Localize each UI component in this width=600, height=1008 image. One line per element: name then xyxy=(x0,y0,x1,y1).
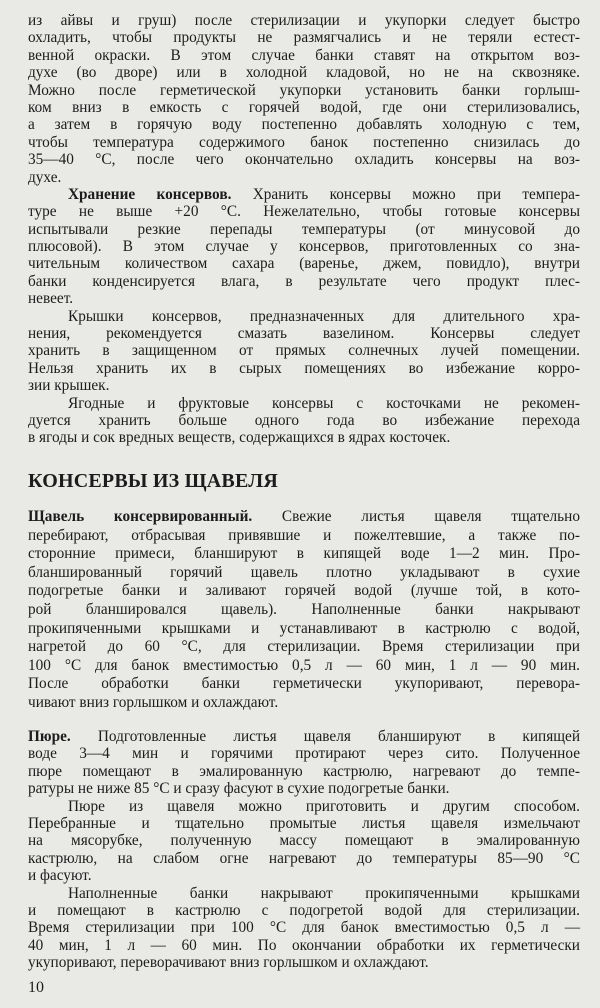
line-text: охладить, чтобы продукты не размягчались и не теряли естест- xyxy=(28,29,580,47)
line-text: нагретой до 60 °С, для стерилизации. Время стерилизации при xyxy=(28,638,580,656)
text-line xyxy=(28,116,580,133)
text-line xyxy=(28,255,580,272)
text-line xyxy=(28,99,580,116)
line-text: сторонние примеси, бланшируют в кипящей воде 1—2 мин. Про- xyxy=(28,545,580,563)
line-text: банки конденсируется влага, в результате чего продукт плес- xyxy=(28,272,580,290)
text-line xyxy=(28,273,580,290)
text-line xyxy=(28,290,580,307)
text-line xyxy=(28,919,580,936)
line-text: воде 3—4 мин и горячими протирают через сито. Полученное xyxy=(28,745,580,763)
line-text: и фасуют. xyxy=(28,867,92,885)
text-line xyxy=(28,64,580,81)
line-text: чивают вниз горлышком и охлаждают. xyxy=(28,693,279,711)
text-line xyxy=(28,508,580,527)
text-line xyxy=(28,169,580,186)
section-heading: КОНСЕРВЫ ИЗ ЩАВЕЛЯ xyxy=(28,470,278,492)
text-line xyxy=(28,29,580,46)
text-line xyxy=(28,763,580,780)
text-line xyxy=(28,850,580,867)
line-text: туре не выше +20 °С. Нежелательно, чтобы готовые консервы xyxy=(28,203,580,221)
text-line xyxy=(28,601,580,620)
text-line xyxy=(28,186,580,203)
text-line xyxy=(28,902,580,919)
line-text: Подготовленные листья щавеля бланшируют в кипящей xyxy=(97,728,581,745)
text-line xyxy=(28,308,580,325)
text-line xyxy=(28,832,580,849)
text-line xyxy=(28,937,580,954)
line-text: невеет. xyxy=(28,290,74,308)
line-text: нения, рекомендуется смазать вазелином. Консервы следует xyxy=(28,325,580,343)
text-line xyxy=(28,545,580,564)
line-text: чтобы температура содержимого банок постепенно снизилась до xyxy=(28,133,580,151)
line-text: 40 мин, 1 л — 60 мин. По окончании обработки их герметически xyxy=(28,936,580,954)
text-line xyxy=(28,885,580,902)
line-text: Крышки консервов, предназначенных для длительного хра- xyxy=(68,307,580,325)
text-line xyxy=(28,134,580,151)
text-line xyxy=(28,728,580,745)
line-text: Время стерилизации при 100 °С для банок вместимостью 0,5 л — xyxy=(28,919,580,937)
paragraph xyxy=(28,508,580,713)
page-number: 10 xyxy=(28,979,44,996)
line-text: на мясорубке, полученную массу помещают в эмалированную xyxy=(28,832,580,850)
paragraph xyxy=(28,798,580,885)
text-line xyxy=(28,527,580,546)
text-line xyxy=(28,221,580,238)
text-block-puree xyxy=(28,728,580,971)
paragraph xyxy=(28,12,580,186)
text-line xyxy=(28,151,580,168)
line-text: а затем в горячую воду постепенно добавлять холодную с тем, xyxy=(28,116,580,134)
text-line xyxy=(28,412,580,429)
text-line xyxy=(28,638,580,657)
text-line xyxy=(28,657,580,676)
line-text: ратуры не ниже 85 °С и сразу фасуют в сухие подогретые банки. xyxy=(28,780,450,798)
text-line xyxy=(28,564,580,583)
text-block-canned-sorrel xyxy=(28,508,580,713)
paragraph xyxy=(28,728,580,798)
line-text: Нельзя хранить их в сырых помещениях во избежание корро- xyxy=(28,359,580,377)
line-text: Можно после герметической укупорки установить банки горлыш- xyxy=(28,81,580,99)
text-line xyxy=(28,377,580,394)
line-text: плюсовой). В этом случае у консервов, приготовленных со зна- xyxy=(28,238,580,256)
line-text: прокипяченными крышками и устанавливают в кастрюлю с водой, xyxy=(28,619,580,637)
text-line xyxy=(28,203,580,220)
line-text: 35—40 °С, после чего окончательно охладить консервы на воз- xyxy=(28,151,580,169)
line-text: Перебранные и тщательно промытые листья щавеля измельчают xyxy=(28,814,580,832)
paragraph xyxy=(28,186,580,308)
line-text: духе. xyxy=(28,168,62,186)
text-line xyxy=(28,429,580,446)
line-text: укупоривают, переворачивают вниз горлышком и охлаждают. xyxy=(28,954,429,972)
line-text: перебирают, отбрасывая привявшие и пожелтевшие, а также по- xyxy=(28,526,580,544)
line-text: в ягоды и сок вредных веществ, содержащихся в ядрах косточек. xyxy=(28,429,451,447)
line-text: чительным количеством сахара (варенье, джем, повидло), внутри xyxy=(28,255,580,273)
text-block-storage xyxy=(28,12,580,447)
line-text: Свежие листья щавеля тщательно xyxy=(281,508,580,525)
text-line xyxy=(28,780,580,797)
line-text: зии крышек. xyxy=(28,377,110,395)
line-text: венной окраски. В этом случае банки ставят на открытом воз- xyxy=(28,46,580,64)
text-line xyxy=(28,675,580,694)
paragraph xyxy=(28,885,580,972)
paragraph-lead: Щавель консервированный. xyxy=(28,508,253,525)
line-text: и помещают в кастрюлю с подогретой водой для стерилизации. xyxy=(28,901,580,919)
text-line xyxy=(28,745,580,762)
text-line xyxy=(28,867,580,884)
line-text: испытывали резкие перепады температуры (от минусовой до xyxy=(28,220,580,238)
line-text: бланшированный горячий щавель плотно укладывают в сухие xyxy=(28,563,580,581)
line-text: Пюре из щавеля можно приготовить и другим способом. xyxy=(68,797,580,815)
line-text: рой бланшировался щавель). Наполненные банки накрывают xyxy=(28,600,580,618)
text-line xyxy=(28,815,580,832)
line-text: пюре помещают в эмалированную кастрюлю, нагревают до темпе- xyxy=(28,762,580,780)
text-line xyxy=(28,395,580,412)
line-text: духе (во дворе) или в холодной кладовой, но не на сквозняке. xyxy=(28,64,580,82)
paragraph xyxy=(28,308,580,395)
text-line xyxy=(28,694,580,713)
line-text: подогретые банки и заливают горячей водой (лучше той, в кото- xyxy=(28,582,580,600)
line-text: Хранить консервы можно при темпера- xyxy=(252,185,580,203)
text-line xyxy=(28,12,580,29)
line-text: кастрюлю, на слабом огне нагревают до температуры 85—90 °С xyxy=(28,849,580,867)
line-text: Ягодные и фруктовые консервы с косточками не рекомен- xyxy=(68,394,580,412)
line-text: Наполненные банки накрывают прокипяченными крышками xyxy=(68,884,580,902)
line-text: дуется хранить больше одного года во избежание перехода xyxy=(28,411,580,429)
text-line xyxy=(28,325,580,342)
line-text: 100 °С для банок вместимостью 0,5 л — 60 мин, 1 л — 90 мин. xyxy=(28,656,580,674)
paragraph-lead: Пюре. xyxy=(28,728,71,745)
text-line xyxy=(28,342,580,359)
text-line xyxy=(28,620,580,639)
text-line xyxy=(28,582,580,601)
line-text: После обработки банки герметически укупоривают, перевора- xyxy=(28,675,580,693)
line-text: хранить в защищенном от прямых солнечных лучей помещении. xyxy=(28,342,580,360)
paragraph-lead: Хранение консервов. xyxy=(68,185,232,203)
text-line xyxy=(28,238,580,255)
line-text: ком вниз в емкость с горячей водой, где они стерилизовались, xyxy=(28,98,580,116)
text-line xyxy=(28,47,580,64)
text-line xyxy=(28,798,580,815)
text-line xyxy=(28,954,580,971)
text-line xyxy=(28,82,580,99)
text-line xyxy=(28,360,580,377)
paragraph xyxy=(28,395,580,447)
line-text: из айвы и груш) после стерилизации и укупорки следует быстро xyxy=(28,12,580,29)
